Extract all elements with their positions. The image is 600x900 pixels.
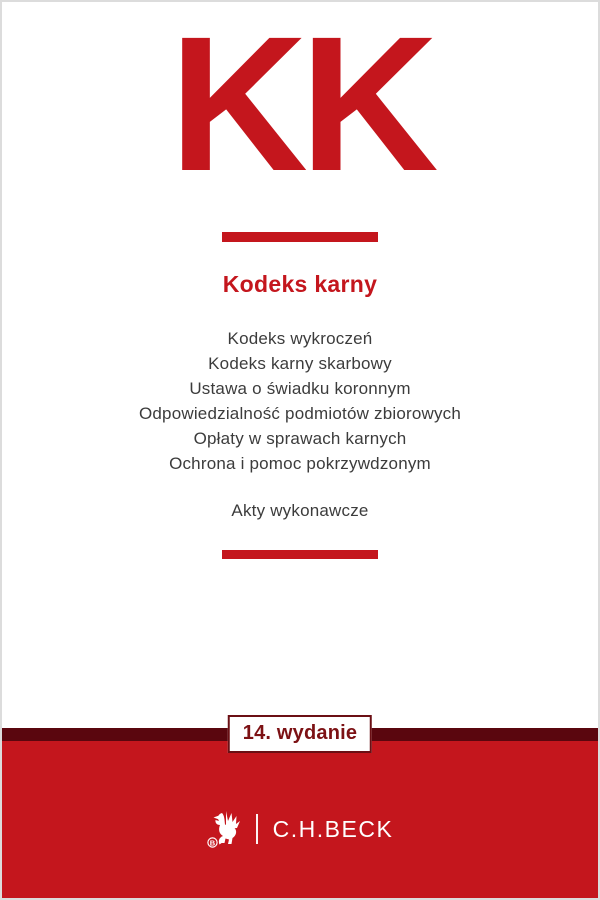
contents-item: Opłaty w sprawach karnych: [193, 429, 407, 448]
divider-bottom: [222, 550, 378, 559]
contents-item: Kodeks karny skarbowy: [208, 354, 392, 373]
edition-badge: 14. wydanie: [228, 715, 372, 753]
publisher-logo: [2, 810, 598, 848]
contents-item: Ochrona i pomoc pokrzywdzonym: [169, 454, 431, 473]
contents-item: Kodeks wykroczeń: [227, 329, 373, 348]
divider-top: [222, 232, 378, 242]
contents-item: Odpowiedzialność podmiotów zbiorowych: [138, 404, 462, 423]
book-title: Kodeks karny: [222, 271, 378, 297]
logo-separator: [256, 814, 258, 844]
publisher-name: C.H.BECK: [272, 815, 394, 842]
contents-list: [2, 326, 598, 523]
registered-mark-letter: B: [209, 838, 215, 848]
cover-acronym: KK: [169, 0, 431, 211]
beck-griffin-icon: [207, 810, 241, 848]
contents-gap: [2, 476, 598, 498]
appendix-line: Akty wykonawcze: [231, 501, 369, 520]
contents-item: Ustawa o świadku koronnym: [189, 379, 411, 398]
